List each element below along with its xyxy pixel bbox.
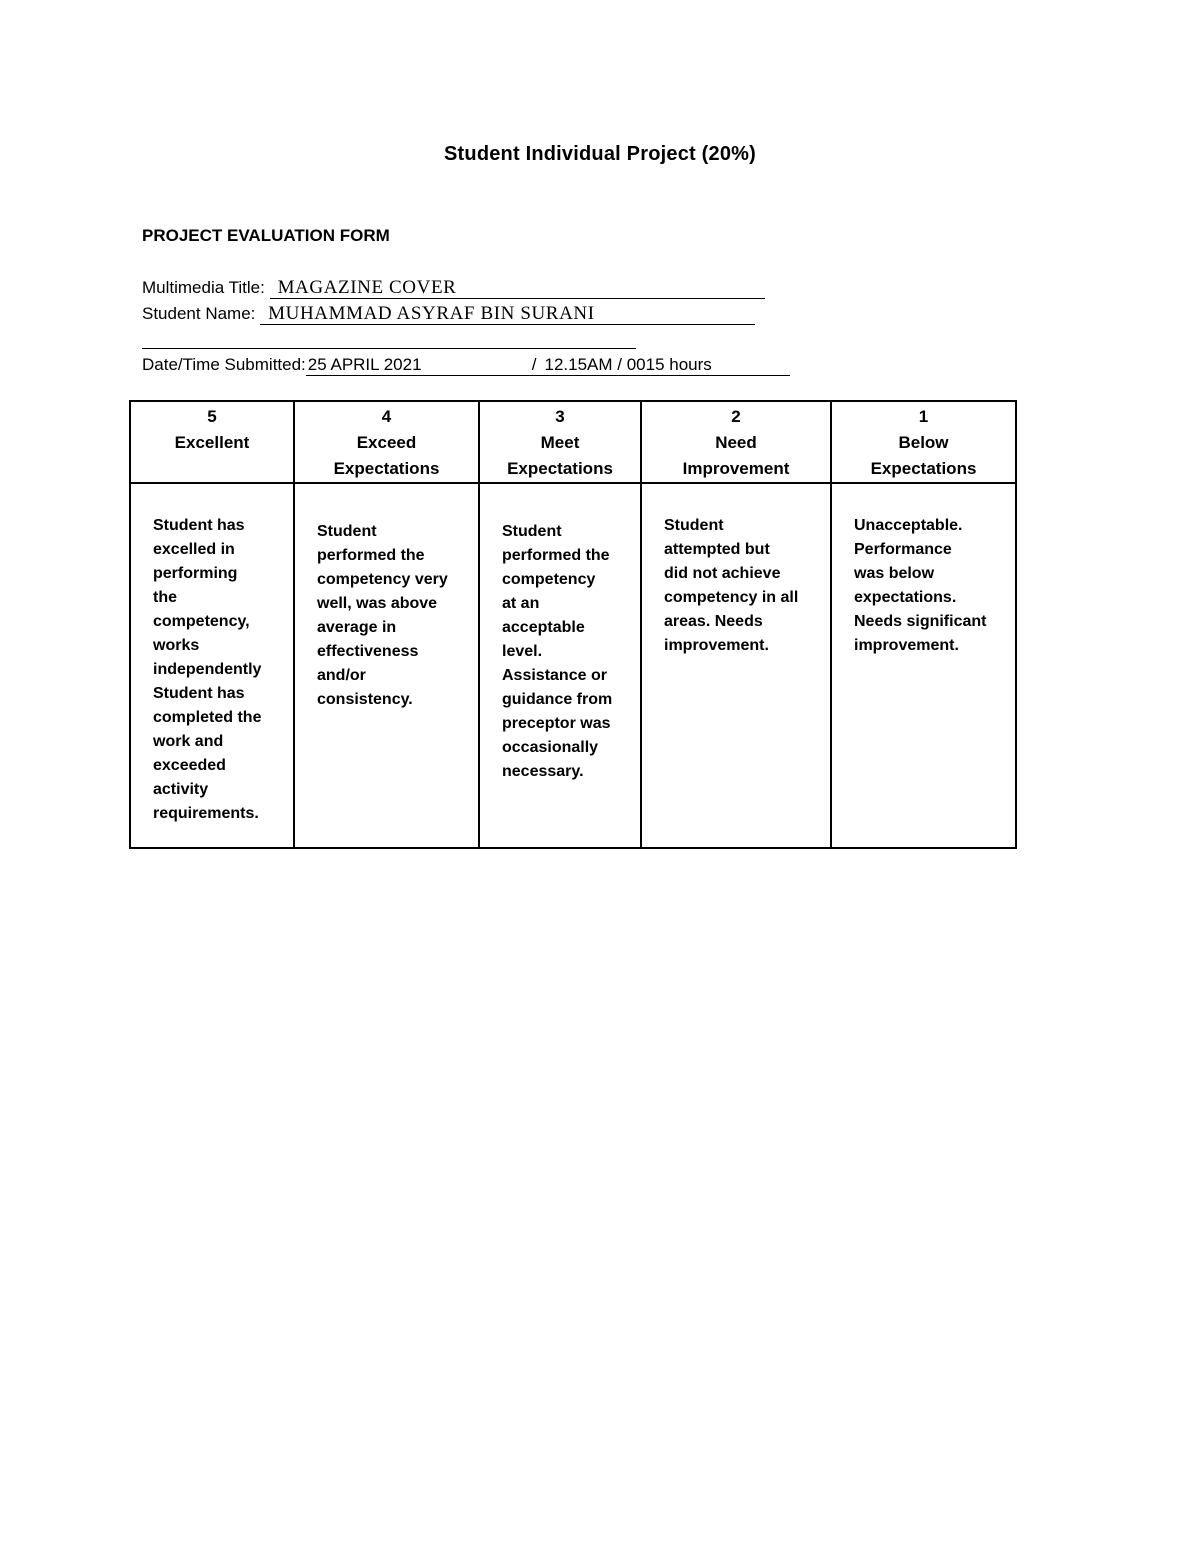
rubric-description-cell: [641, 483, 831, 848]
rubric-header-cell: [831, 401, 1016, 483]
date-time-field: [142, 355, 790, 376]
rubric-description-cell: [294, 483, 479, 848]
rubric-score: 5: [207, 407, 217, 426]
multimedia-title-value: MAGAZINE COVER: [270, 278, 765, 299]
date-time-label: Date/Time Submitted:: [142, 355, 306, 374]
multimedia-title-label: Multimedia Title:: [142, 278, 265, 297]
rubric-score: 3: [555, 407, 565, 426]
student-name-value: MUHAMMAD ASYRAF BIN SURANI: [260, 304, 755, 325]
rubric-level: Meet Expectations: [507, 433, 613, 478]
rubric-header-cell: [479, 401, 641, 483]
rubric-description-cell: [831, 483, 1016, 848]
rubric-description: Student performed the competency at an acceptable level. Assistance or guidance from preceptor was occasionally necessary.: [502, 523, 613, 780]
rubric-description: Unacceptable. Performance was below expectations. Needs significant improvement.: [854, 517, 987, 654]
blank-underline: [142, 348, 636, 349]
student-name-label: Student Name:: [142, 304, 256, 323]
rubric-level: Below Expectations: [870, 433, 977, 478]
rubric-header-cell: [130, 401, 294, 483]
submitted-time-value: 12.15AM / 0015 hours: [541, 355, 790, 376]
rubric-header-row: [130, 401, 1016, 483]
rubric-level: Exceed Expectations: [333, 433, 440, 478]
rubric-score: 2: [731, 407, 741, 426]
rubric-description: Student performed the competency very well, was above average in effectiveness and/or consistency.: [317, 523, 448, 708]
student-name-field: [142, 304, 755, 325]
rubric-score: 1: [918, 407, 929, 426]
form-heading: PROJECT EVALUATION FORM: [142, 226, 390, 245]
rubric-description-cell: [479, 483, 641, 848]
rubric-description-row: [130, 483, 1016, 848]
rubric-description-cell: [130, 483, 294, 848]
rubric-header-cell: [294, 401, 479, 483]
submitted-date-value: 25 APRIL 2021: [306, 355, 528, 376]
rubric-description: Student attempted but did not achieve competency in all areas. Needs improvement.: [664, 517, 799, 654]
rubric-table: [129, 400, 1017, 849]
rubric-description: Student has excelled in performing the competency, works independently Student has completed the work and exceeded activity requirements.: [153, 517, 262, 822]
rubric-score: 4: [381, 407, 392, 426]
rubric-header-cell: [641, 401, 831, 483]
multimedia-title-field: [142, 278, 765, 299]
rubric-level: Excellent: [174, 433, 250, 452]
page-title: Student Individual Project (20%): [444, 143, 756, 165]
date-time-separator: /: [528, 355, 541, 376]
rubric-level: Need Improvement: [682, 433, 790, 478]
